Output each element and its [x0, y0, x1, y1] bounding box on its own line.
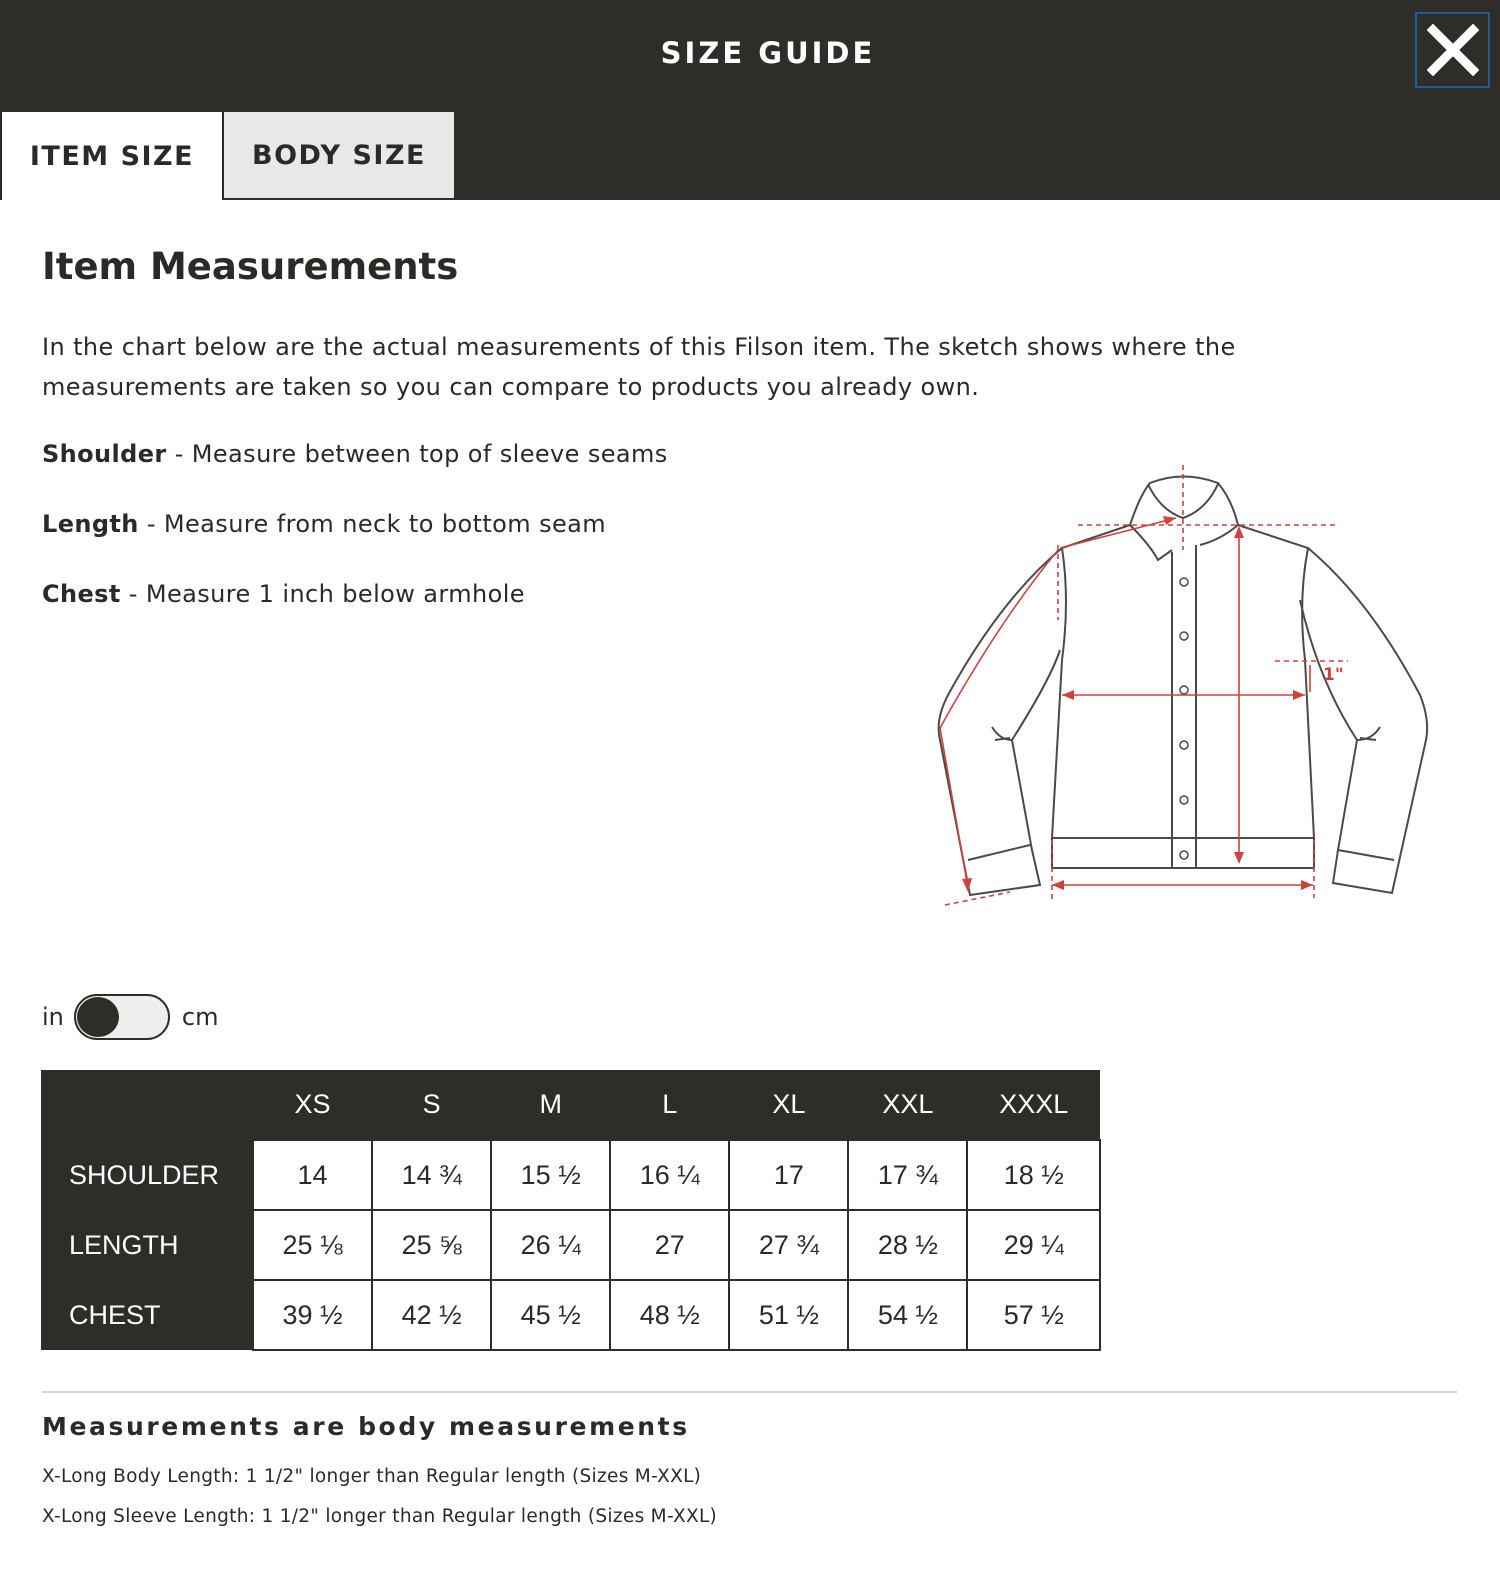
table-cell: 28 ½: [848, 1210, 967, 1280]
table-cell: 18 ½: [967, 1140, 1100, 1210]
table-cell: 25 ⅝: [372, 1210, 491, 1280]
table-cell: 42 ½: [372, 1280, 491, 1350]
size-column-header: XXL: [848, 1070, 967, 1140]
unit-label-in: in: [42, 1003, 64, 1031]
definition-length: [42, 510, 606, 538]
chest-offset-label: 1": [1323, 665, 1344, 685]
note-line: X-Long Sleeve Length: 1 1/2" longer than Regular length (Sizes M-XXL): [42, 1506, 718, 1527]
table-cell: 16 ¼: [610, 1140, 729, 1210]
table-cell: 48 ½: [610, 1280, 729, 1350]
table-cell: 25 ⅛: [253, 1210, 372, 1280]
table-cell: 51 ½: [729, 1280, 848, 1350]
size-column-header: M: [491, 1070, 610, 1140]
row-label: SHOULDER: [41, 1140, 253, 1210]
row-label: CHEST: [41, 1280, 253, 1350]
definition-term: Length: [42, 510, 139, 538]
definition-term: Chest: [42, 580, 121, 608]
table-cell: 17: [729, 1140, 848, 1210]
close-button[interactable]: [1415, 12, 1490, 88]
table-cell: 57 ½: [967, 1280, 1100, 1350]
close-icon: [1427, 24, 1479, 76]
definition-desc: - Measure between top of sleeve seams: [166, 440, 668, 468]
unit-toggle[interactable]: [74, 994, 170, 1040]
tab-body-size[interactable]: [224, 112, 456, 200]
table-cell: 29 ¼: [967, 1210, 1100, 1280]
definition-desc: - Measure from neck to bottom seam: [138, 510, 607, 538]
table-header-row: [41, 1070, 1100, 1140]
notes-title: Measurements are body measurements: [42, 1412, 690, 1441]
modal-title: SIZE GUIDE: [660, 36, 876, 70]
toggle-knob: [77, 997, 119, 1037]
intro-text: In the chart below are the actual measurements of this Filson item. The sketch shows where the measurements are taken so you can compare to products you already own.: [42, 333, 1236, 401]
table-cell: 17 ¾: [848, 1140, 967, 1210]
table-corner: [41, 1070, 253, 1140]
unit-toggle-row: [42, 993, 218, 1041]
table-cell: 39 ½: [253, 1280, 372, 1350]
table-cell: 27: [610, 1210, 729, 1280]
row-label: LENGTH: [41, 1210, 253, 1280]
unit-label-cm: cm: [181, 1003, 219, 1031]
definition-shoulder: [42, 440, 668, 468]
table-cell: 14 ¾: [372, 1140, 491, 1210]
table-row: [41, 1210, 1100, 1280]
section-divider: [42, 1391, 1457, 1393]
table-cell: 54 ½: [848, 1280, 967, 1350]
table-row: [41, 1280, 1100, 1350]
size-column-header: XL: [729, 1070, 848, 1140]
definition-chest: [42, 580, 525, 608]
definition-desc: - Measure 1 inch below armhole: [120, 580, 525, 608]
size-column-header: XS: [253, 1070, 372, 1140]
size-column-header: S: [372, 1070, 491, 1140]
table-row: [41, 1140, 1100, 1210]
table-cell: 14: [253, 1140, 372, 1210]
size-table: [41, 1070, 1101, 1351]
size-column-header: L: [610, 1070, 729, 1140]
table-cell: 45 ½: [491, 1280, 610, 1350]
table-cell: 26 ¼: [491, 1210, 610, 1280]
note-line: X-Long Body Length: 1 1/2" longer than Regular length (Sizes M-XXL): [42, 1466, 702, 1487]
table-cell: 27 ¾: [729, 1210, 848, 1280]
size-column-header: XXXL: [967, 1070, 1100, 1140]
tab-label: BODY SIZE: [252, 139, 426, 171]
tab-item-size[interactable]: [0, 112, 222, 200]
jacket-measurement-sketch: [918, 438, 1440, 928]
table-cell: 15 ½: [491, 1140, 610, 1210]
definition-term: Shoulder: [42, 440, 167, 468]
tab-label: ITEM SIZE: [29, 140, 195, 172]
page-heading: Item Measurements: [42, 245, 459, 288]
